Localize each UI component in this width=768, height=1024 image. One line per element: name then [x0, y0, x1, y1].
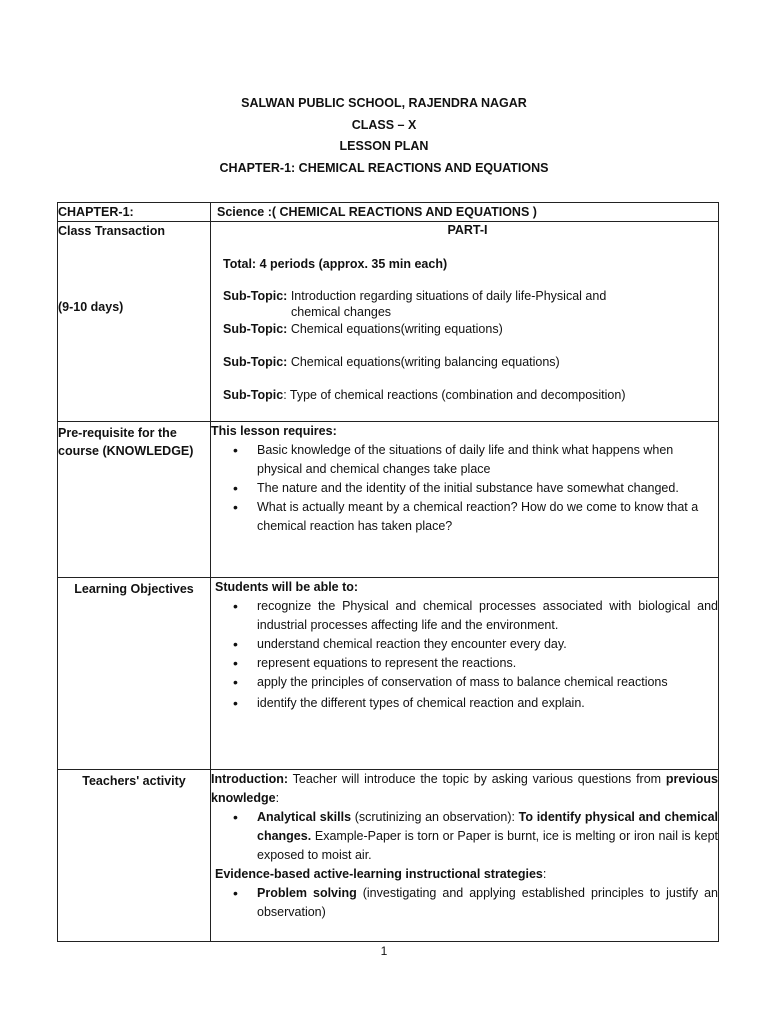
class-transaction-cell	[58, 222, 211, 422]
introduction-text: Teacher will introduce the topic by asking various questions from	[288, 772, 666, 786]
total-periods: Total: 4 periods (approx. 35 min each)	[223, 257, 448, 271]
table-row	[58, 203, 719, 222]
strategies-label: Evidence-based active-learning instructional strategies	[215, 867, 543, 881]
class-transaction-content	[211, 222, 719, 422]
list-item	[257, 884, 718, 922]
introduction-paragraph	[211, 770, 718, 808]
lesson-plan-table	[57, 202, 719, 942]
teachers-activity-content	[211, 770, 719, 942]
list-item: • identify the different types of chemical reaction and explain.	[257, 694, 718, 713]
class-name: CLASS – X	[351, 117, 417, 132]
prerequisite-list	[211, 441, 718, 536]
class-transaction-label: Class Transaction	[58, 224, 165, 238]
subtopic-text: : Type of chemical reactions (combination and decomposition)	[283, 388, 626, 402]
chapter-label: CHAPTER-1:	[58, 203, 211, 222]
identify-changes: To identify physical and chemical changes.	[257, 810, 718, 843]
table-row	[58, 578, 719, 770]
subtopic-label: Sub-Topic:	[223, 322, 288, 336]
list-item: • recognize the Physical and chemical processes associated with biological and industrial processes affecting life and the environment.	[257, 597, 718, 635]
prerequisite-intro: This lesson requires:	[211, 424, 337, 438]
subtopic-label: Sub-Topic:	[223, 289, 288, 303]
teachers-activity-label: Teachers' activity	[58, 770, 211, 942]
prerequisite-content	[211, 422, 719, 578]
introduction-colon: :	[275, 791, 280, 805]
analytical-skills-label: Analytical skills	[257, 810, 352, 824]
objectives-list	[211, 597, 718, 713]
school-name: SALWAN PUBLIC SCHOOL, RAJENDRA NAGAR	[241, 96, 527, 110]
subtopic-label: Sub-Topic:	[223, 355, 288, 369]
analytical-example: Example-Paper is torn or Paper is burnt, ice is melting or iron nail is kept exposed to moist air.	[257, 829, 718, 862]
subtopic-text: Introduction regarding situations of daily life-Physical and	[287, 289, 607, 303]
table-row	[58, 770, 719, 942]
subtopic-text: Chemical equations(writing equations)	[287, 322, 503, 336]
document-header	[0, 93, 768, 179]
table-row	[58, 422, 719, 578]
strategies-heading	[211, 865, 718, 884]
part-label: PART-I	[447, 223, 488, 237]
prerequisite-label: Pre-requisite for the course (KNOWLEDGE)	[58, 422, 211, 578]
introduction-label: Introduction:	[211, 772, 289, 786]
analytical-list	[211, 808, 718, 865]
chapter-title: CHAPTER-1: CHEMICAL REACTIONS AND EQUATIONS	[219, 160, 549, 175]
analytical-skills-text: (scrutinizing an observation):	[351, 810, 519, 824]
subtopic-1	[223, 288, 712, 320]
subtopic-2	[223, 320, 712, 338]
list-item: • The nature and the identity of the initial substance have somewhat changed.	[257, 479, 718, 498]
page-number: 1	[380, 944, 388, 958]
problem-solving-label: Problem solving	[257, 886, 357, 900]
chapter-subject: Science :( CHEMICAL REACTIONS AND EQUATIONS )	[211, 203, 719, 222]
list-item: • understand chemical reaction they encounter every day.	[257, 635, 718, 654]
list-item: • apply the principles of conservation of mass to balance chemical reactions	[257, 673, 718, 692]
subtopic-text: Chemical equations(writing balancing equations)	[287, 355, 560, 369]
list-item	[257, 808, 718, 865]
document-type: LESSON PLAN	[339, 139, 429, 153]
strategies-list	[211, 884, 718, 922]
previous-knowledge: previous knowledge	[211, 772, 718, 805]
subtopic-4	[223, 386, 712, 404]
learning-objectives-content	[211, 578, 719, 770]
list-item: • Basic knowledge of the situations of daily life and think what happens when physical and chemical changes take place	[257, 441, 718, 479]
subtopic-label: Sub-Topic	[223, 388, 284, 402]
duration-label: (9-10 days)	[58, 300, 124, 314]
subtopic-3	[223, 353, 712, 371]
table-row	[58, 222, 719, 422]
subtopic-text-continued: chemical changes	[291, 305, 392, 319]
problem-solving-text: (investigating and applying established principles to justify an observation)	[257, 886, 718, 919]
list-item: • What is actually meant by a chemical reaction? How do we come to know that a chemical reaction has taken place?	[257, 498, 718, 536]
learning-objectives-label: Learning Objectives	[58, 578, 211, 770]
strategies-colon: :	[542, 867, 547, 881]
objectives-intro: Students will be able to:	[215, 580, 359, 594]
list-item: • represent equations to represent the reactions.	[257, 654, 718, 673]
